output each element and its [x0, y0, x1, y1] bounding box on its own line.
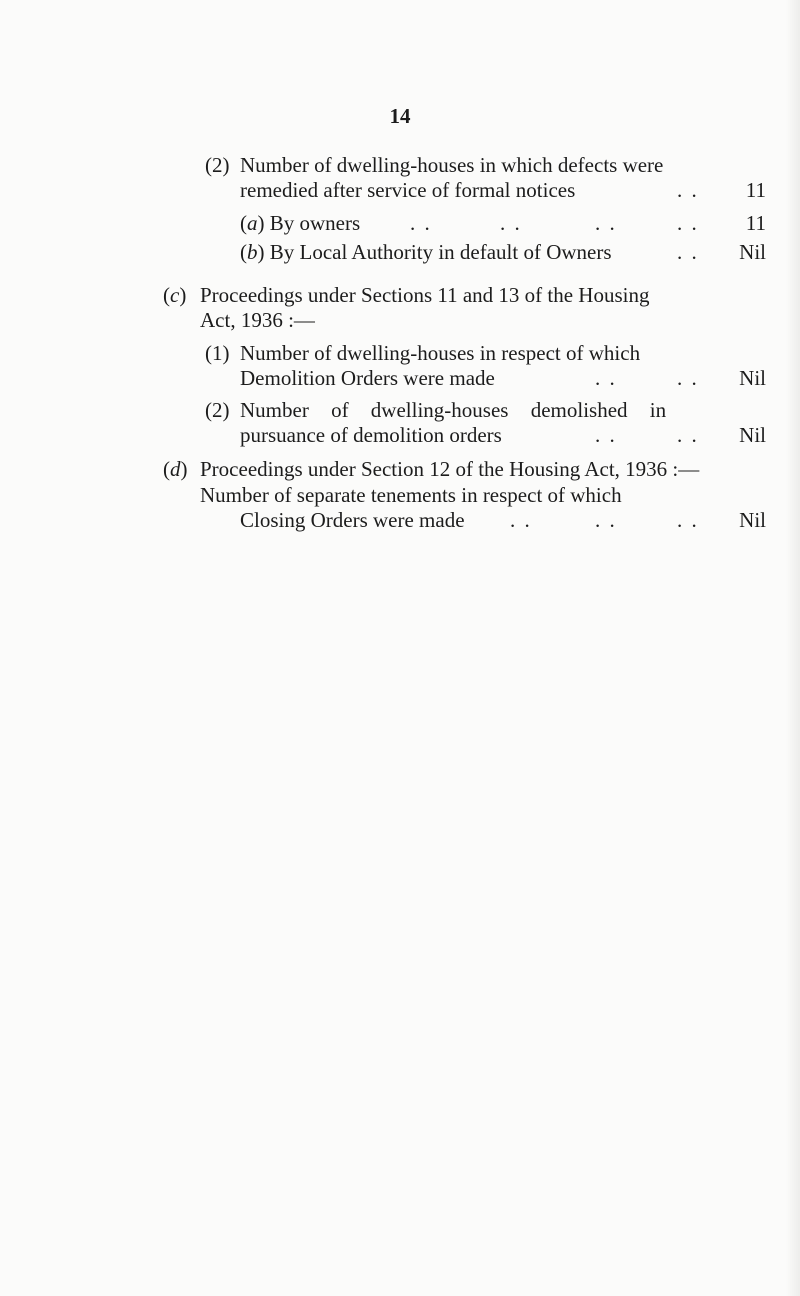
item-2a-row: (a) By owners: [240, 211, 361, 235]
leader-dots: . .: [595, 423, 617, 447]
section-c-label: (c): [163, 283, 187, 307]
item-2b-value: Nil: [739, 240, 766, 264]
section-c-item-1-line2: Demolition Orders were made: [240, 366, 495, 390]
leader-dots: . .: [677, 240, 699, 264]
item-2-value: 11: [745, 178, 766, 202]
leader-dots: . .: [595, 366, 617, 390]
item-2-line2: remedied after service of formal notices: [240, 178, 576, 202]
item-2a-text: By owners: [269, 211, 361, 235]
item-2-label: (2): [205, 153, 230, 177]
section-c-item-1-line1: Number of dwelling-houses in respect of which: [240, 341, 641, 365]
page-edge-shadow: [786, 0, 800, 1296]
leader-dots: . .: [677, 508, 699, 532]
section-c-line2: Act, 1936 :—: [200, 308, 315, 332]
section-d-letter: d: [170, 457, 181, 481]
section-d-line3: Closing Orders were made: [240, 508, 465, 532]
section-c-line1: Proceedings under Sections 11 and 13 of the Housing: [200, 283, 650, 307]
section-d-value: Nil: [739, 508, 766, 532]
leader-dots: . .: [677, 178, 699, 202]
leader-dots: . .: [677, 211, 699, 235]
section-c-letter: c: [170, 283, 180, 307]
item-2a-value: 11: [745, 211, 766, 235]
leader-dots: . .: [677, 366, 699, 390]
section-c-item-1-value: Nil: [739, 366, 766, 390]
leader-dots: . .: [500, 211, 522, 235]
section-d-line1: Proceedings under Section 12 of the Housing Act, 1936 :—: [200, 457, 700, 481]
section-c-item-2-line2: pursuance of demolition orders: [240, 423, 502, 447]
item-2b-letter: b: [247, 240, 258, 264]
leader-dots: . .: [677, 423, 699, 447]
item-2-line1: Number of dwelling-houses in which defects were: [240, 153, 664, 177]
leader-dots: . .: [595, 508, 617, 532]
item-2b-row: (b) By Local Authority in default of Owners: [240, 240, 612, 264]
section-c-item-2-label: (2): [205, 398, 230, 422]
section-c-item-2-value: Nil: [739, 423, 766, 447]
section-c-item-2-line1: Number of dwelling-houses demolished in: [240, 398, 667, 422]
section-d-line2: Number of separate tenements in respect of which: [200, 483, 622, 507]
leader-dots: . .: [510, 508, 532, 532]
leader-dots: . .: [595, 211, 617, 235]
item-2a-letter: a: [247, 211, 258, 235]
page-number: 14: [389, 104, 411, 128]
section-c-item-1-label: (1): [205, 341, 230, 365]
item-2b-text: By Local Authority in default of Owners: [269, 240, 612, 264]
leader-dots: . .: [410, 211, 432, 235]
section-d-label: (d): [163, 457, 188, 481]
